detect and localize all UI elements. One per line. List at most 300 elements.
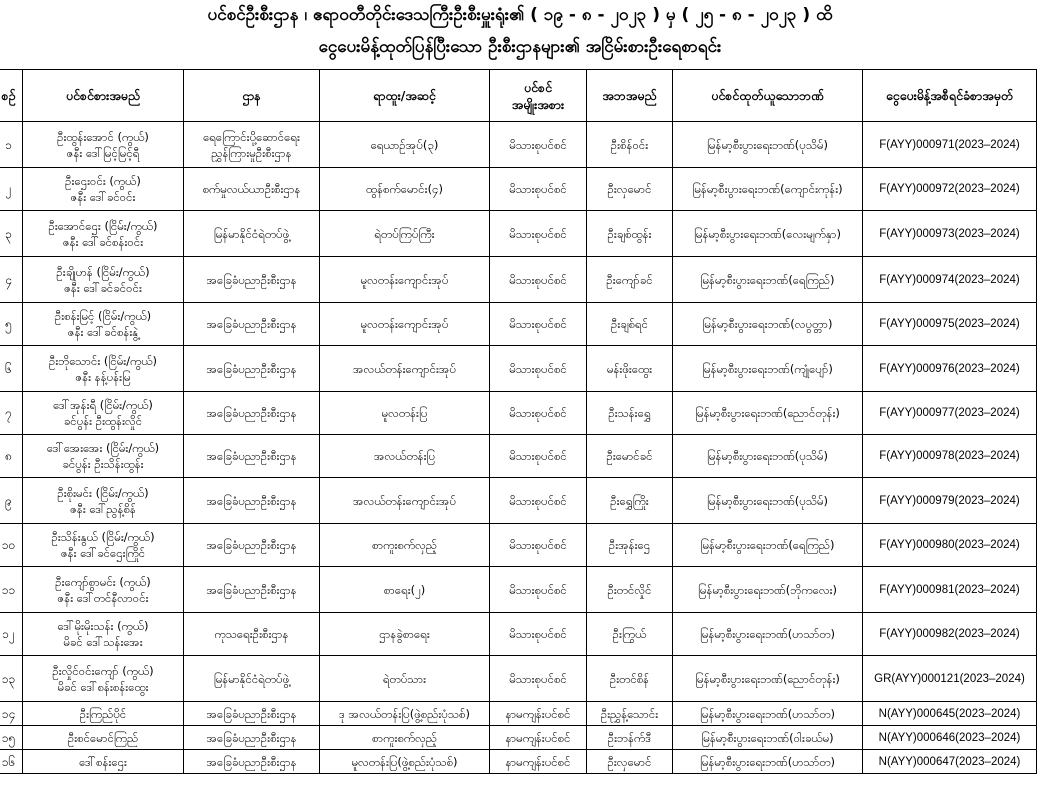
- cell-name: [23, 122, 184, 168]
- pensioner-name: ဦးချိုဟန် (ငြိမ်း/ကွယ်): [56, 264, 150, 279]
- cell-no: [0, 567, 23, 613]
- cell-name: [23, 392, 184, 435]
- row-number: ၁၆: [1, 754, 16, 769]
- pension-type: မိသားစုပင်စင်: [509, 538, 567, 552]
- father-name: ဦးအုန်းဌေ: [608, 538, 651, 552]
- cell-dept: [184, 346, 320, 392]
- pensioner-name: ဦးအောင်ဌေး (ငြိမ်း/ကွယ်): [48, 218, 158, 233]
- row-number: ၁၅: [1, 730, 16, 745]
- position: ရဲတပ်သား: [382, 671, 427, 686]
- father-name: ဦးဘန်က်ဒီ: [607, 730, 652, 745]
- heir-name: ဇနီး ဒေါ်ခင်စန်းနွဲ့: [67, 325, 139, 339]
- pension-type: မိသားစုပင်စင်: [509, 317, 567, 331]
- cell-dept: [184, 524, 320, 567]
- order-number: F(AYY)000977(2023–2024): [879, 407, 1020, 419]
- position: ရဲတပ်ကြပ်ကြီး: [374, 226, 435, 241]
- cell-name: [23, 656, 184, 702]
- order-number: N(AYY)000647(2023–2024): [878, 755, 1021, 768]
- cell-position: [320, 524, 490, 567]
- position: မူလတန်းကျောင်းအုပ်: [360, 272, 449, 287]
- position: ဌာနခွဲစာရေး: [379, 627, 430, 641]
- heir-name: ဇနီး ဒေါ်ခင်ဝင်း: [70, 190, 136, 204]
- cell-no: [0, 726, 23, 750]
- order-number: F(AYY)000980(2023–2024): [879, 539, 1020, 551]
- heir-name: မိခင် ဒေါ်စန်းစန်းထွေး: [57, 679, 149, 694]
- heir-name: မိခင် ဒေါ်သန်းအေး: [63, 635, 143, 649]
- father-name: ဦးလှမောင်: [607, 182, 652, 196]
- bank: မြန်မာ့စီးပွားရေးဘဏ်(ပုသိမ်): [707, 137, 828, 152]
- position: စာကူးစက်လှည့်: [372, 538, 437, 552]
- row-number: ၈: [5, 449, 12, 463]
- father-name: ဦးစိန်ဝင်း: [610, 137, 649, 152]
- row-number: ၂: [5, 182, 12, 196]
- header-type: [490, 70, 587, 122]
- pension-type: မိသားစုပင်စင်: [509, 627, 567, 641]
- bank: မြန်မာ့စီးပွားရေးဘဏ်(ဟသာ်တ): [699, 706, 836, 721]
- table-header-row: [0, 70, 1037, 122]
- pensioner-name: ဒေါ်မိုးမိုးသန်း (ကွယ်): [57, 619, 149, 633]
- cell-father: [587, 257, 673, 303]
- order-number: F(AYY)000974(2023–2024): [879, 273, 1020, 286]
- cell-type: [490, 346, 587, 392]
- heir-name: ဇနီး ဒေါ်ခင်ဌေးကြိုင်: [60, 546, 146, 560]
- cell-father: [587, 567, 673, 613]
- department: မြန်မာနိုင်ငံရဲတပ်ဖွဲ့: [213, 226, 290, 241]
- row-number: ၁၄: [1, 706, 16, 721]
- cell-type: [490, 750, 587, 774]
- cell-bank: [673, 122, 863, 168]
- cell-type: [490, 435, 587, 478]
- heir-name: ဇနီး နန့်ပန်းမြ: [75, 369, 131, 384]
- pension-type: နာမကျန်းပင်စင်: [505, 754, 571, 769]
- cell-no: [0, 211, 23, 257]
- cell-dept: [184, 392, 320, 435]
- department: အခြေခံပညာဦးစီးဌာန: [206, 272, 297, 287]
- department: ကုသရေးဦးစီးဌာန: [214, 627, 289, 641]
- cell-name: [23, 435, 184, 478]
- father-name: ဦးရွှေကြိုး: [610, 493, 649, 508]
- cell-father: [587, 478, 673, 524]
- header-dept: ဌာန: [184, 70, 320, 122]
- pension-type: မိသားစုပင်စင်: [509, 449, 567, 463]
- cell-no: [0, 656, 23, 702]
- table-row: [0, 257, 1037, 303]
- cell-type: [490, 656, 587, 702]
- table-row: [0, 478, 1037, 524]
- cell-bank: [673, 702, 863, 726]
- position: အလယ်တန်းပြ: [373, 449, 436, 463]
- cell-no: [0, 122, 23, 168]
- father-name: ဦးသန်းရွှေ: [608, 406, 651, 420]
- cell-order: [863, 435, 1037, 478]
- table-row: [0, 168, 1037, 211]
- row-number: ၁၀: [1, 538, 16, 552]
- cell-bank: [673, 613, 863, 656]
- heir-name: ခင်ပွန်း ဦးသိန်းထွန်း: [62, 457, 144, 471]
- cell-name: [23, 478, 184, 524]
- cell-no: [0, 524, 23, 567]
- father-name: ဦးကျော်ခင်: [606, 272, 653, 287]
- cell-position: [320, 656, 490, 702]
- table-row: [0, 567, 1037, 613]
- bank: မြန်မာ့စီးပွားရေးဘဏ်(ဟသာ်တ): [699, 754, 836, 769]
- header-order: ငွေပေးမိန့်အစီရင်ခံစာအမှတ်: [863, 70, 1037, 122]
- heir-name: ဇနီး ဒေါ်ခင်စန်းဝင်း: [62, 234, 144, 249]
- father-name: မန်းဖိုးထွေး: [606, 361, 653, 376]
- cell-bank: [673, 435, 863, 478]
- cell-dept: [184, 211, 320, 257]
- cell-position: [320, 478, 490, 524]
- cell-no: [0, 392, 23, 435]
- header-type-line2: အမျိုးအစား: [511, 96, 565, 112]
- cell-no: [0, 168, 23, 211]
- bank: မြန်မာ့စီးပွားရေးဘဏ်(ကျောင်းကုန်း): [692, 182, 843, 196]
- cell-type: [490, 392, 587, 435]
- cell-bank: [673, 656, 863, 702]
- order-number: F(AYY)000978(2023–2024): [879, 450, 1020, 462]
- table-row: [0, 435, 1037, 478]
- cell-order: [863, 211, 1037, 257]
- cell-order: [863, 613, 1037, 656]
- pensioner-name: ဦးသိန်းနွယ် (ငြိမ်း/ကွယ်): [51, 530, 155, 544]
- cell-type: [490, 257, 587, 303]
- row-number: ၇: [5, 406, 12, 420]
- cell-name: [23, 726, 184, 750]
- cell-type: [490, 303, 587, 346]
- cell-no: [0, 478, 23, 524]
- cell-father: [587, 524, 673, 567]
- header-position: ရာထူး/အဆင့်: [320, 70, 490, 122]
- department: အခြေခံပညာဦးစီးဌာန: [206, 361, 297, 376]
- department: အခြေခံပညာဦးစီးဌာန: [206, 706, 297, 721]
- cell-position: [320, 211, 490, 257]
- bank: မြန်မာ့စီးပွားရေးဘဏ်(ဘိုကလေး): [697, 582, 838, 597]
- cell-name: [23, 567, 184, 613]
- pensioner-name: ဒေါ်စန်းဌေး: [79, 754, 127, 769]
- table-row: [0, 303, 1037, 346]
- header-bank: ပင်စင်ထုတ်ယူသောဘဏ်: [673, 70, 863, 122]
- cell-type: [490, 524, 587, 567]
- bank: မြန်မာ့စီးပွားရေးဘဏ်(လပွတ္တာ): [702, 317, 833, 331]
- cell-bank: [673, 346, 863, 392]
- row-number: ၉: [5, 493, 12, 508]
- row-number: ၅: [5, 317, 12, 331]
- cell-dept: [184, 613, 320, 656]
- row-number: ၁၃: [1, 671, 16, 686]
- order-number: F(AYY)000982(2023–2024): [879, 628, 1020, 640]
- cell-bank: [673, 750, 863, 774]
- cell-name: [23, 211, 184, 257]
- department: အခြေခံပညာဦးစီးဌာန: [206, 493, 297, 508]
- cell-bank: [673, 303, 863, 346]
- cell-name: [23, 613, 184, 656]
- cell-no: [0, 750, 23, 774]
- bank: မြန်မာ့စီးပွားရေးဘဏ်(ညောင်တုန်း): [695, 406, 840, 420]
- position: အလယ်တန်းကျောင်းအုပ်: [352, 493, 457, 508]
- cell-order: [863, 346, 1037, 392]
- pensioner-name: ဦးစန်းမြင့် (ငြိမ်း/ကွယ်): [54, 309, 152, 323]
- cell-father: [587, 211, 673, 257]
- department-line2: ညွှန်ကြားမှုဦးစီးဌာန: [211, 145, 292, 160]
- cell-type: [490, 567, 587, 613]
- cell-no: [0, 303, 23, 346]
- order-number: F(AYY)000981(2023–2024): [879, 583, 1020, 596]
- cell-position: [320, 613, 490, 656]
- father-name: ဦးညွှန့်သောင်း: [600, 706, 659, 721]
- pensioner-name: ဦးလှိုင်ဝင်းကျော် (ကွယ်): [52, 663, 154, 678]
- document-title-line1: ပင်စင်ဦးစီးဌာန ၊ ဧရာဝတီတိုင်းဒေသကြီးဦးစီးမှူးရုံး၏ ( ၁၉ - ၈ - ၂၀၂၃ ) မှ ( ၂၅ - ၈ - ၂၀၂၃ ) ထိ: [207, 5, 833, 25]
- father-name: ဦးကြွယ်: [612, 627, 647, 641]
- pension-type: နာမကျန်းပင်စင်: [505, 730, 571, 745]
- cell-type: [490, 478, 587, 524]
- row-number: ၆: [5, 361, 12, 376]
- pensioner-name: ဒေါ်အုန်းရီ (ငြိမ်း/ကွယ်): [53, 398, 153, 412]
- pension-type: မိသားစုပင်စင်: [509, 226, 567, 241]
- cell-position: [320, 750, 490, 774]
- table-row: [0, 346, 1037, 392]
- cell-order: [863, 257, 1037, 303]
- table-row: [0, 613, 1037, 656]
- cell-type: [490, 702, 587, 726]
- cell-father: [587, 613, 673, 656]
- pensioner-name: ဦးဌေးဝင်း (ကွယ်): [65, 174, 141, 188]
- bank: မြန်မာ့စီးပွားရေးဘဏ်(ပုသိမ်): [707, 493, 828, 508]
- heir-name: ဇနီး ဒေါ်မြင့်မြင့်ရီ: [66, 145, 140, 160]
- pension-type: မိသားစုပင်စင်: [509, 582, 567, 597]
- bank: မြန်မာ့စီးပွားရေးဘဏ်(လေးမျက်နှာ): [693, 226, 841, 241]
- cell-father: [587, 656, 673, 702]
- cell-dept: [184, 726, 320, 750]
- document-title-line2: ငွေပေးမိန့်ထုတ်ပြန်ပြီးသော ဦးစီးဌာနများ၏ အငြိမ်းစားဦးရေစာရင်း: [318, 37, 722, 57]
- department: အခြေခံပညာဦးစီးဌာန: [206, 317, 297, 331]
- order-number: F(AYY)000972(2023–2024): [879, 183, 1020, 195]
- cell-dept: [184, 656, 320, 702]
- pension-type: မိသားစုပင်စင်: [509, 182, 567, 196]
- cell-position: [320, 702, 490, 726]
- father-name: ဦးချစ်ထွန်း: [607, 226, 652, 241]
- cell-name: [23, 257, 184, 303]
- pension-type: မိသားစုပင်စင်: [509, 406, 567, 420]
- cell-no: [0, 346, 23, 392]
- cell-type: [490, 613, 587, 656]
- order-number: F(AYY)000971(2023–2024): [879, 138, 1020, 151]
- row-number: ၄: [5, 272, 12, 287]
- bank: မြန်မာ့စီးပွားရေးဘဏ်(ရေကြည်): [700, 272, 835, 287]
- cell-dept: [184, 702, 320, 726]
- cell-order: [863, 122, 1037, 168]
- cell-father: [587, 122, 673, 168]
- cell-order: [863, 392, 1037, 435]
- bank: မြန်မာ့စီးပွားရေးဘဏ်(ဝါးခယ်မ): [701, 730, 834, 745]
- department: အခြေခံပညာဦးစီးဌာန: [206, 754, 297, 769]
- heir-name: ဇနီး ဒေါ်ခင်ခင်ဝင်း: [64, 280, 142, 295]
- cell-type: [490, 726, 587, 750]
- table-row: [0, 392, 1037, 435]
- table-row: [0, 211, 1037, 257]
- department: အခြေခံပညာဦးစီးဌာန: [206, 582, 297, 597]
- department: ရေကြောင်းပို့ဆောင်ရေး: [203, 129, 300, 144]
- table-row: [0, 726, 1037, 750]
- cell-no: [0, 435, 23, 478]
- header-father: အဘအမည်: [587, 70, 673, 122]
- department: မြန်မာနိုင်ငံရဲတပ်ဖွဲ့: [213, 671, 290, 686]
- header-type-line1: ပင်စင်: [523, 79, 553, 95]
- header-no: စဉ်: [0, 70, 23, 122]
- pensioner-name: ဦးဘိုသောင်း (ငြိမ်း/ကွယ်): [48, 353, 158, 368]
- order-number: GR(AYY)000121(2023–2024): [874, 672, 1025, 685]
- cell-position: [320, 726, 490, 750]
- father-name: ဦးတင်လှိုင်: [607, 582, 652, 597]
- position: မူလတန်းပြ(ဖွဲ့စည်းပုံသစ်): [351, 754, 458, 769]
- heir-name: ခင်ပွန်း ဦးထွန်းလှိုင်: [63, 414, 143, 428]
- pensioner-name: ဦးကျော်စွာမင်း (ကွယ်): [55, 574, 151, 589]
- cell-position: [320, 303, 490, 346]
- header-name: ပင်စင်စားအမည်: [23, 70, 184, 122]
- cell-no: [0, 613, 23, 656]
- cell-order: [863, 567, 1037, 613]
- cell-name: [23, 750, 184, 774]
- row-number: ၁: [5, 137, 12, 152]
- pensioner-name: ဦးထွန်းအောင် (ကွယ်): [57, 129, 149, 144]
- order-number: F(AYY)000979(2023–2024): [879, 494, 1020, 507]
- table-row: [0, 122, 1037, 168]
- cell-name: [23, 702, 184, 726]
- pensioner-name: ဦးစင်မောင်ကြည်: [67, 730, 139, 745]
- father-name: ဦးတင်စိန်: [609, 671, 650, 686]
- cell-position: [320, 122, 490, 168]
- cell-position: [320, 435, 490, 478]
- table-row: [0, 702, 1037, 726]
- cell-order: [863, 303, 1037, 346]
- table-body: [0, 122, 1037, 774]
- row-number: ၁၁: [1, 582, 16, 597]
- position: ဒု အလယ်တန်းပြ(ဖွဲ့စည်းပုံသစ်): [339, 706, 470, 721]
- order-number: F(AYY)000975(2023–2024): [879, 318, 1020, 330]
- order-number: F(AYY)000973(2023–2024): [879, 227, 1020, 240]
- cell-dept: [184, 303, 320, 346]
- cell-name: [23, 346, 184, 392]
- bank: မြန်မာ့စီးပွားရေးဘဏ်(ရေကြည်): [700, 538, 835, 552]
- cell-bank: [673, 524, 863, 567]
- department: အခြေခံပညာဦးစီးဌာန: [206, 406, 297, 420]
- pension-type: နာမကျန်းပင်စင်: [505, 706, 571, 721]
- cell-dept: [184, 435, 320, 478]
- cell-order: [863, 726, 1037, 750]
- cell-no: [0, 257, 23, 303]
- cell-father: [587, 435, 673, 478]
- pensioner-name: ဦးစိုးမင်း (ငြိမ်း/ကွယ်): [57, 485, 149, 500]
- father-name: ဦးချစ်ရင်: [610, 317, 649, 331]
- cell-position: [320, 392, 490, 435]
- cell-type: [490, 211, 587, 257]
- cell-position: [320, 257, 490, 303]
- table-row: [0, 656, 1037, 702]
- department: အခြေခံပညာဦးစီးဌာန: [206, 449, 297, 463]
- cell-bank: [673, 211, 863, 257]
- pension-type: မိသားစုပင်စင်: [509, 361, 567, 376]
- heir-name: ဇနီး ဒေါ်ညွန့်စိန်: [70, 501, 136, 516]
- table-row: [0, 750, 1037, 774]
- pension-type: မိသားစုပင်စင်: [509, 671, 567, 686]
- cell-order: [863, 656, 1037, 702]
- cell-name: [23, 168, 184, 211]
- cell-order: [863, 168, 1037, 211]
- row-number: ၁၂: [2, 627, 15, 641]
- position: အလယ်တန်းကျောင်းအုပ်: [352, 361, 457, 376]
- pension-type: မိသားစုပင်စင်: [509, 137, 567, 152]
- position: မူလတန်းကျောင်းအုပ်: [360, 317, 449, 331]
- cell-dept: [184, 122, 320, 168]
- cell-order: [863, 478, 1037, 524]
- cell-type: [490, 122, 587, 168]
- cell-name: [23, 524, 184, 567]
- bank: မြန်မာ့စီးပွားရေးဘဏ်(ကျုံပျော်): [702, 361, 833, 376]
- father-name: ဦးမောင်ခင်: [606, 449, 653, 463]
- pension-type: မိသားစုပင်စင်: [509, 493, 567, 508]
- table-row: [0, 524, 1037, 567]
- position: စာရေး(၂): [383, 582, 426, 597]
- cell-order: [863, 750, 1037, 774]
- cell-father: [587, 750, 673, 774]
- row-number: ၃: [5, 226, 12, 241]
- position: ထွန်စက်မောင်း(၄): [365, 182, 444, 196]
- cell-bank: [673, 257, 863, 303]
- pensioner-name: ဒေါ်အေးအေး (ငြိမ်း/ကွယ်): [46, 441, 160, 455]
- position: စာကူးစက်လှည့်: [372, 730, 437, 745]
- cell-position: [320, 567, 490, 613]
- department: စက်မှုလယ်ယာဦးစီးဌာန: [202, 182, 301, 196]
- father-name: ဦးလှမောင်: [607, 754, 652, 769]
- cell-no: [0, 702, 23, 726]
- department: အခြေခံပညာဦးစီးဌာန: [206, 538, 297, 552]
- order-number: N(AYY)000646(2023–2024): [878, 731, 1021, 744]
- pension-type: မိသားစုပင်စင်: [509, 272, 567, 287]
- cell-name: [23, 303, 184, 346]
- order-number: F(AYY)000976(2023–2024): [879, 362, 1020, 375]
- cell-father: [587, 726, 673, 750]
- cell-bank: [673, 168, 863, 211]
- department: အခြေခံပညာဦးစီးဌာန: [206, 730, 297, 745]
- order-number: N(AYY)000645(2023–2024): [878, 707, 1021, 720]
- cell-bank: [673, 478, 863, 524]
- bank: မြန်မာ့စီးပွားရေးဘဏ်(ပုသိမ်): [707, 449, 828, 463]
- cell-father: [587, 392, 673, 435]
- cell-dept: [184, 168, 320, 211]
- cell-position: [320, 168, 490, 211]
- pensioner-name: ဦးကြည်ပိုင်: [79, 706, 127, 721]
- heir-name: ဇနီး ဒေါ်တင်နီလာဝင်း: [57, 590, 149, 605]
- cell-father: [587, 702, 673, 726]
- cell-dept: [184, 257, 320, 303]
- position: ရေယာဉ်အုပ်(၃): [370, 137, 439, 152]
- bank: မြန်မာ့စီးပွားရေးဘဏ်(ညောင်တုန်း): [695, 671, 840, 686]
- cell-type: [490, 168, 587, 211]
- cell-order: [863, 702, 1037, 726]
- cell-dept: [184, 750, 320, 774]
- bank: မြန်မာ့စီးပွားရေးဘဏ်(ဟသာ်တ): [699, 627, 836, 641]
- pensioner-table: [0, 69, 1037, 774]
- cell-position: [320, 346, 490, 392]
- cell-father: [587, 303, 673, 346]
- cell-father: [587, 346, 673, 392]
- cell-bank: [673, 392, 863, 435]
- cell-dept: [184, 567, 320, 613]
- cell-bank: [673, 567, 863, 613]
- cell-order: [863, 524, 1037, 567]
- position: မူလတန်းပြ: [381, 406, 428, 420]
- cell-father: [587, 168, 673, 211]
- cell-bank: [673, 726, 863, 750]
